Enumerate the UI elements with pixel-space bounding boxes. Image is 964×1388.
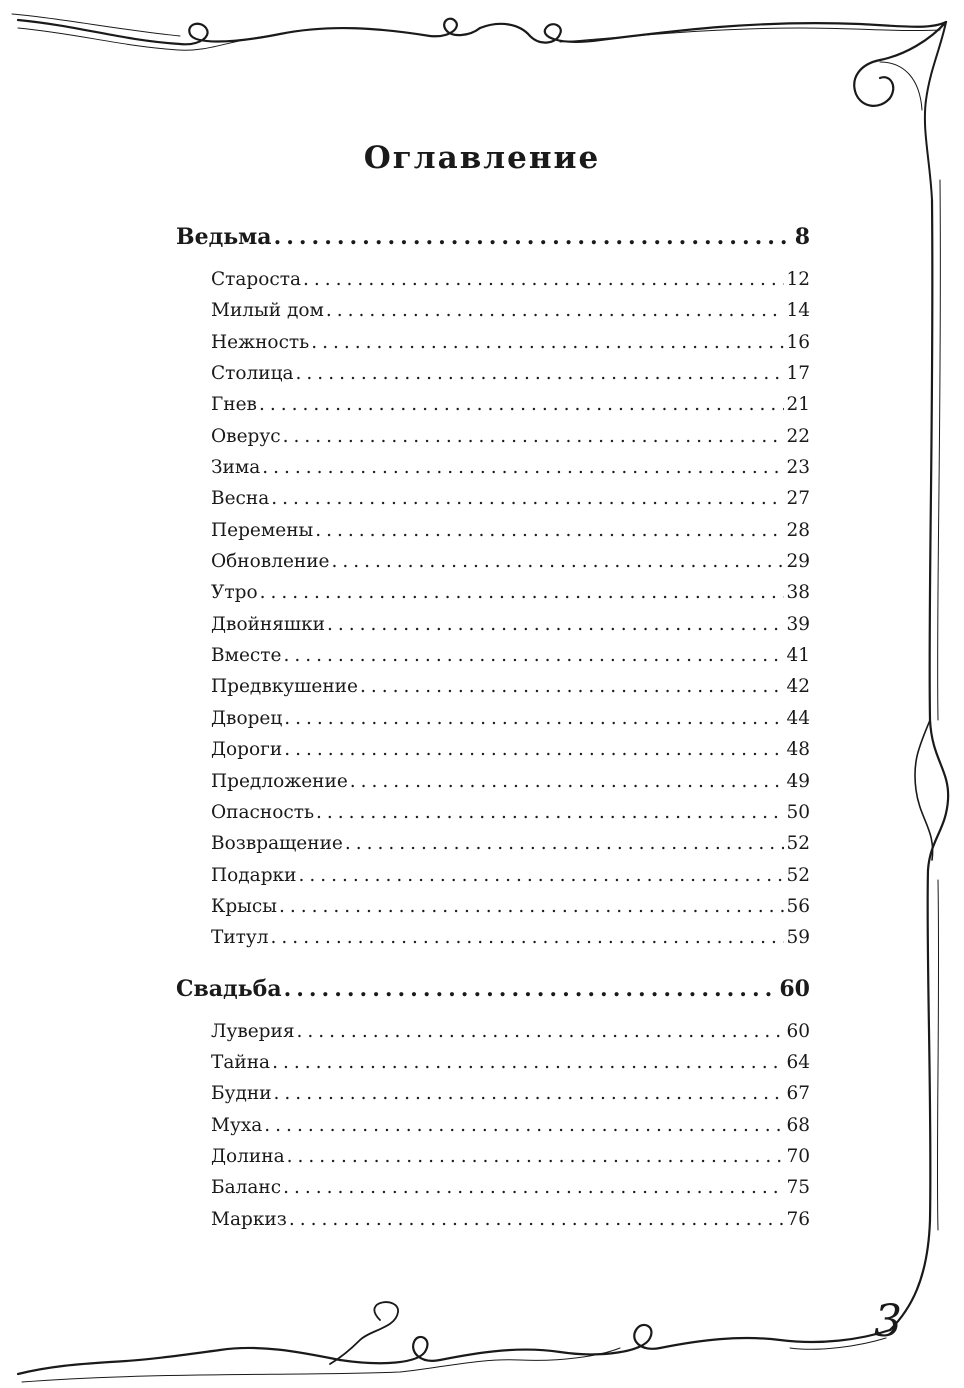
entry-title: Крысы <box>211 895 277 917</box>
entry-title: Баланс <box>211 1177 282 1199</box>
page-ref: 75 <box>786 1177 810 1199</box>
dot-leader <box>326 295 785 326</box>
page-ref: 49 <box>786 770 810 792</box>
dot-leader <box>298 860 784 891</box>
page-ref: 22 <box>786 425 810 447</box>
entry-title: Обновление <box>211 551 330 573</box>
entry-title: Вместе <box>211 645 282 667</box>
toc-section[interactable] <box>176 216 810 258</box>
toc-entry[interactable] <box>176 327 810 358</box>
toc-entry[interactable] <box>176 922 810 953</box>
page-ref: 76 <box>786 1208 810 1230</box>
toc-entry[interactable] <box>176 483 810 514</box>
dot-leader <box>287 1141 785 1172</box>
dot-leader <box>274 216 793 258</box>
toc-entry[interactable] <box>176 546 810 577</box>
page-ref: 67 <box>786 1083 810 1105</box>
dot-leader <box>283 421 785 452</box>
dot-leader <box>316 797 784 828</box>
dot-leader <box>296 358 785 389</box>
table-of-contents <box>176 216 810 1235</box>
entry-title: Предвкушение <box>211 676 358 698</box>
toc-entry[interactable] <box>176 797 810 828</box>
toc-entry[interactable] <box>176 1110 810 1141</box>
toc-entry[interactable] <box>176 734 810 765</box>
dot-leader <box>271 483 784 514</box>
toc-entry[interactable] <box>176 1016 810 1047</box>
dot-leader <box>274 1078 785 1109</box>
toc-entry[interactable] <box>176 1204 810 1235</box>
page-ref: 8 <box>794 224 810 250</box>
toc-entry[interactable] <box>176 1141 810 1172</box>
page-ref: 23 <box>786 457 810 479</box>
toc-entry[interactable] <box>176 295 810 326</box>
dot-leader <box>260 577 785 608</box>
toc-entry[interactable] <box>176 891 810 922</box>
toc-entry[interactable] <box>176 358 810 389</box>
dot-leader <box>303 264 784 295</box>
toc-entry[interactable] <box>176 452 810 483</box>
toc-entry[interactable] <box>176 264 810 295</box>
dot-leader <box>259 389 785 420</box>
toc-entry[interactable] <box>176 640 810 671</box>
page-ref: 14 <box>786 300 810 322</box>
dot-leader <box>279 891 784 922</box>
toc-entry[interactable] <box>176 766 810 797</box>
entry-title: Староста <box>211 269 302 290</box>
entry-title: Весна <box>211 488 270 510</box>
toc-entry[interactable] <box>176 671 810 702</box>
dot-leader <box>283 640 784 671</box>
page-ref: 27 <box>786 488 810 510</box>
entry-title: Дворец <box>211 707 283 729</box>
entry-title: Утро <box>211 582 258 604</box>
dot-leader <box>297 1016 785 1047</box>
entry-title: Оверус <box>211 425 281 447</box>
page-ref: 42 <box>786 676 810 698</box>
page-ref: 50 <box>786 801 810 823</box>
page-ref: 60 <box>786 1020 810 1042</box>
page-ref: 52 <box>786 833 810 855</box>
toc-entry[interactable] <box>176 515 810 546</box>
toc-entry[interactable] <box>176 860 810 891</box>
entry-title: Маркиз <box>211 1208 287 1230</box>
toc-entry[interactable] <box>176 828 810 859</box>
page-ref: 59 <box>786 927 810 949</box>
toc-section[interactable] <box>176 968 810 1010</box>
page-ref: 41 <box>786 645 810 667</box>
dot-leader <box>283 1172 784 1203</box>
dot-leader <box>284 703 784 734</box>
entry-title: Долина <box>211 1145 285 1167</box>
dot-leader <box>289 1204 785 1235</box>
dot-leader <box>284 968 778 1010</box>
entry-title: Нежность <box>211 331 310 353</box>
entry-title: Подарки <box>211 864 297 886</box>
entry-title: Зима <box>211 457 261 479</box>
dot-leader <box>264 1110 784 1141</box>
page-ref: 48 <box>786 739 810 761</box>
section-spacer <box>176 954 810 968</box>
page-ref: 56 <box>786 895 810 917</box>
entry-title: Луверия <box>211 1020 295 1042</box>
page-ref: 16 <box>786 331 810 353</box>
dot-leader <box>345 828 785 859</box>
toc-entry[interactable] <box>176 389 810 420</box>
page-ref: 70 <box>786 1145 810 1167</box>
page-title: Оглавление <box>363 140 601 176</box>
dot-leader <box>262 452 784 483</box>
dot-leader <box>332 546 785 577</box>
dot-leader <box>360 671 785 702</box>
toc-entry[interactable] <box>176 1078 810 1109</box>
dot-leader <box>350 766 785 797</box>
toc-entry[interactable] <box>176 703 810 734</box>
dot-leader <box>284 734 784 765</box>
entry-title: Возвращение <box>211 833 343 855</box>
dot-leader <box>271 922 785 953</box>
page-ref: 21 <box>786 394 810 416</box>
entry-title: Тайна <box>211 1051 271 1073</box>
page-ref: 39 <box>786 613 810 635</box>
entry-title: Предложение <box>211 770 348 792</box>
section-title: Ведьма <box>176 224 272 250</box>
dot-leader <box>315 515 784 546</box>
dot-leader <box>311 327 784 358</box>
toc-entry[interactable] <box>176 1172 810 1203</box>
entry-title: Двойняшки <box>211 613 326 635</box>
entry-title: Дороги <box>211 739 283 761</box>
page-number: 3 <box>874 1296 902 1347</box>
page-ref: 29 <box>786 551 810 573</box>
toc-entry[interactable] <box>176 577 810 608</box>
entry-title: Опасность <box>211 801 315 823</box>
dot-leader <box>327 609 784 640</box>
page-ref: 12 <box>786 269 810 290</box>
page-ref: 64 <box>786 1051 810 1073</box>
toc-entry[interactable] <box>176 1047 810 1078</box>
dot-leader <box>272 1047 784 1078</box>
entry-title: Муха <box>211 1114 263 1136</box>
page-ref: 52 <box>786 864 810 886</box>
page-ref: 44 <box>786 707 810 729</box>
entry-title: Милый дом <box>211 300 324 322</box>
page-ref: 38 <box>786 582 810 604</box>
entry-title: Столица <box>211 363 294 385</box>
entry-title: Титул <box>211 927 269 949</box>
page-ref: 68 <box>786 1114 810 1136</box>
page-ref: 28 <box>786 519 810 541</box>
section-title: Свадьба <box>176 975 282 1002</box>
page-ref: 60 <box>779 975 810 1002</box>
entry-title: Перемены <box>211 519 314 541</box>
entry-title: Будни <box>211 1083 272 1105</box>
toc-entry[interactable] <box>176 421 810 452</box>
entry-title: Гнев <box>211 394 257 416</box>
toc-entry[interactable] <box>176 609 810 640</box>
page-ref: 17 <box>786 363 810 385</box>
